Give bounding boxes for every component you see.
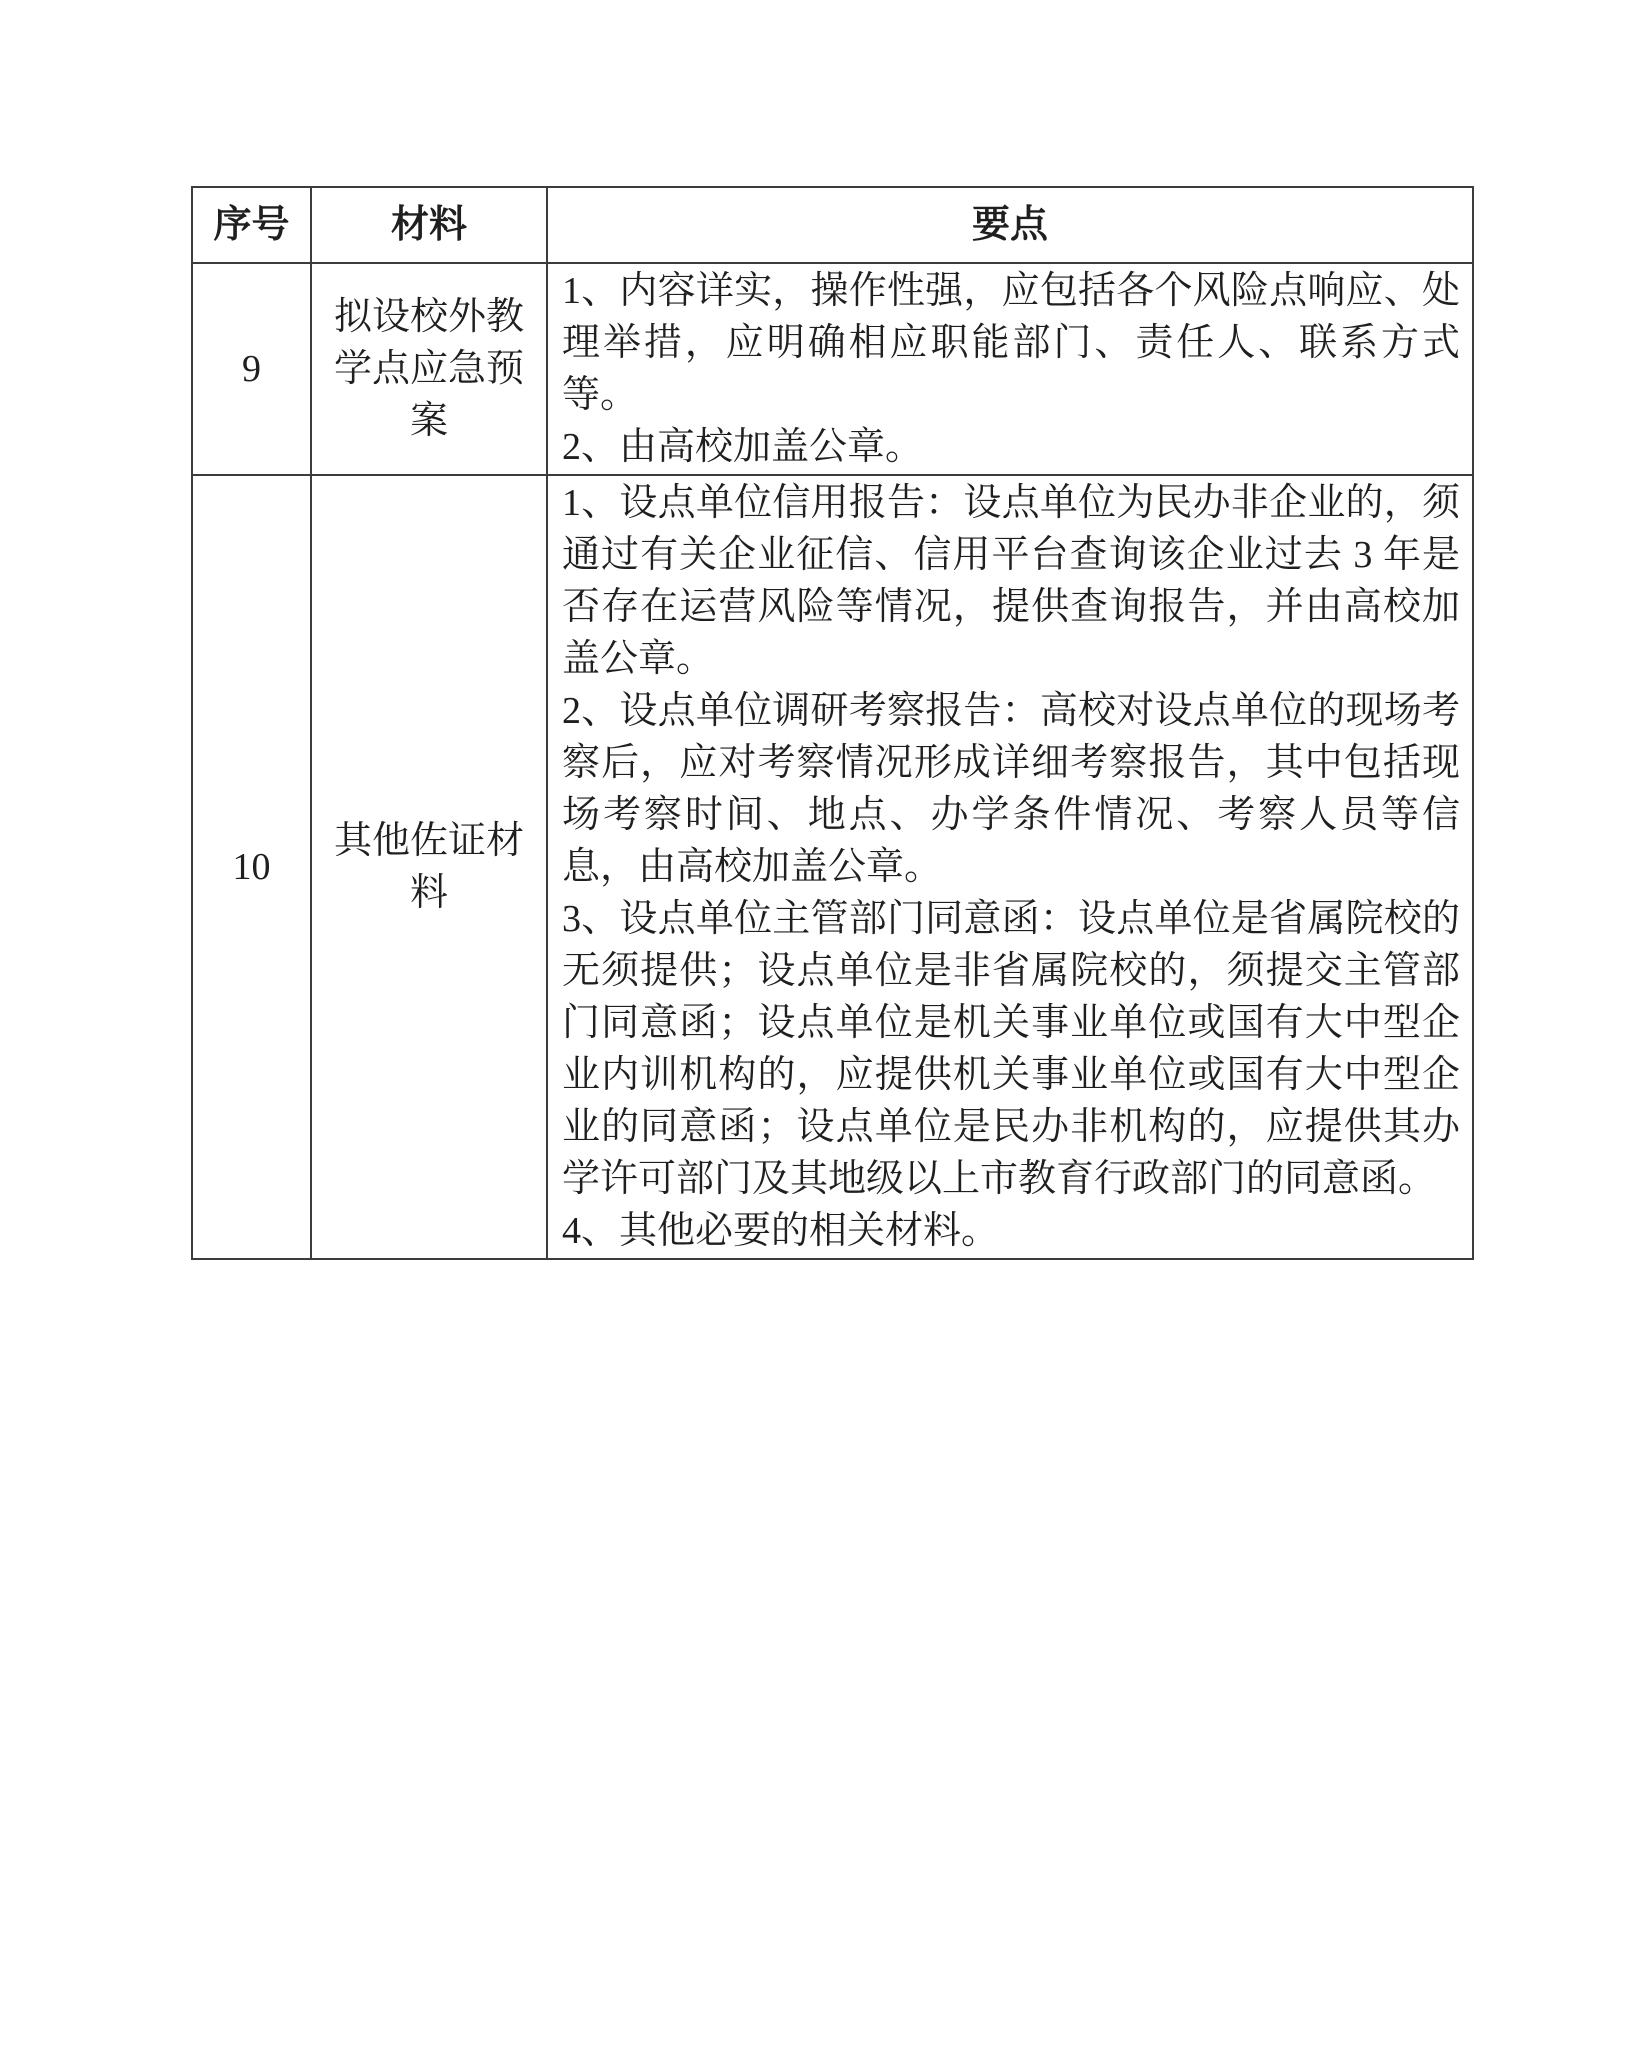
material-cell: 拟设校外教学点应急预案	[311, 263, 547, 475]
material-cell: 其他佐证材料	[311, 475, 547, 1259]
row-number-cell: 9	[192, 263, 311, 475]
table-row-9	[192, 263, 1473, 475]
point-paragraph: 1、内容详实，操作性强，应包括各个风险点响应、处理举措，应明确相应职能部门、责任人、联系方式等。	[562, 270, 1460, 416]
point-paragraph: 1、设点单位信用报告：设点单位为民办非企业的，须通过有关企业征信、信用平台查询该企业过去 3 年是否存在运营风险等情况，提供查询报告，并由高校加盖公章。	[562, 482, 1460, 680]
point-paragraph: 2、由高校加盖公章。	[562, 426, 924, 468]
header-cell-num: 序号	[192, 187, 311, 263]
points-cell	[547, 475, 1473, 1259]
header-cell-material: 材料	[311, 187, 547, 263]
point-paragraph: 4、其他必要的相关材料。	[562, 1210, 1000, 1252]
materials-table	[191, 186, 1474, 1260]
row-number-cell: 10	[192, 475, 311, 1259]
points-cell	[547, 263, 1473, 475]
point-paragraph: 2、设点单位调研考察报告：高校对设点单位的现场考察后，应对考察情况形成详细考察报告，其中包括现场考察时间、地点、办学条件情况、考察人员等信息，由高校加盖公章。	[562, 690, 1460, 888]
table-row-10	[192, 475, 1473, 1259]
point-paragraph: 3、设点单位主管部门同意函：设点单位是省属院校的无须提供；设点单位是非省属院校的，须提交主管部门同意函；设点单位是机关事业单位或国有大中型企业内训机构的，应提供机关事业单位或国有大中型企业的同意函；设点单位是民办非机构的，应提供其办学许可部门及其地级以上市教育行政部门的同意函。	[562, 898, 1460, 1200]
header-cell-points: 要点	[547, 187, 1473, 263]
table-header-row	[192, 187, 1473, 263]
